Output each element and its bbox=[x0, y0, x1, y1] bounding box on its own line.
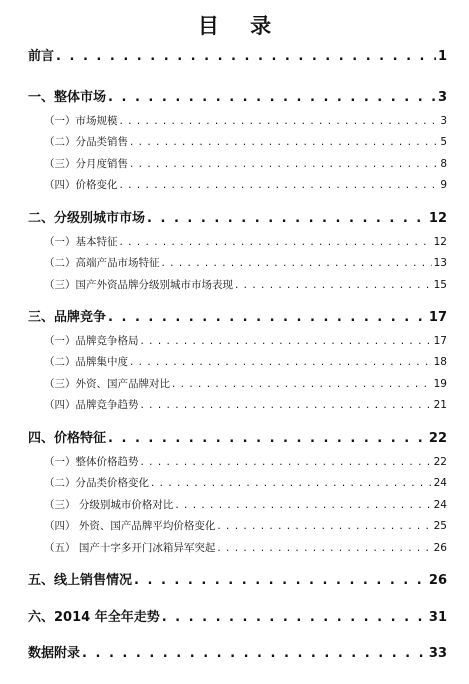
toc-entry-page-number: 24 bbox=[433, 477, 447, 489]
page-title: 目 录 bbox=[197, 14, 284, 38]
toc-leader-dots bbox=[162, 610, 427, 625]
toc-section-entry[interactable] bbox=[28, 255, 447, 270]
toc-entry-label: 三、品牌竞争 bbox=[28, 310, 107, 325]
toc-section-entry[interactable] bbox=[28, 497, 447, 512]
toc-entry-page-number: 21 bbox=[433, 399, 447, 411]
toc-entry-label: （三）国产外资品牌分级别城市市场表现 bbox=[44, 279, 233, 291]
toc-entry-label: 数据附录 bbox=[28, 646, 81, 661]
toc-entry-page-number: 5 bbox=[440, 136, 447, 148]
toc-entry-label: 一、整体市场 bbox=[28, 90, 107, 105]
toc-entry-page-number: 12 bbox=[433, 236, 447, 248]
toc-section-entry[interactable] bbox=[28, 156, 447, 171]
toc-leader-dots bbox=[130, 158, 438, 170]
toc-entry-label: （二）分品类价格变化 bbox=[44, 477, 149, 489]
toc-entry-page-number: 22 bbox=[433, 456, 447, 468]
toc-entry-page-number: 33 bbox=[428, 646, 447, 661]
toc-entry-label: 四、价格特征 bbox=[28, 431, 107, 446]
toc-entry-page-number: 26 bbox=[428, 573, 447, 588]
toc-section-entry[interactable] bbox=[28, 376, 447, 391]
toc-entry-label: （一）整体价格趋势 bbox=[44, 456, 139, 468]
toc-leader-dots bbox=[141, 399, 432, 411]
toc-leader-dots bbox=[175, 499, 431, 511]
toc-leader-dots bbox=[108, 431, 427, 446]
toc-entry-label: （三） 分级别城市价格对比 bbox=[44, 499, 174, 511]
toc-entry-page-number: 17 bbox=[433, 335, 447, 347]
toc-leader-dots bbox=[162, 257, 432, 269]
toc-leader-dots bbox=[147, 211, 427, 226]
toc-leader-dots bbox=[82, 646, 427, 661]
toc-section-entry[interactable] bbox=[28, 518, 447, 533]
toc-leader-dots bbox=[120, 115, 439, 127]
toc-section-entry[interactable] bbox=[28, 113, 447, 128]
toc-entry-page-number: 31 bbox=[428, 610, 447, 625]
toc-entry-page-number: 3 bbox=[440, 115, 447, 127]
toc-entry-page-number: 1 bbox=[437, 49, 447, 64]
toc-chapter-entry[interactable] bbox=[28, 306, 447, 325]
toc-entry-page-number: 25 bbox=[433, 520, 447, 532]
toc-section-entry[interactable] bbox=[28, 134, 447, 149]
toc-section-entry[interactable] bbox=[28, 234, 447, 249]
toc-entry-page-number: 18 bbox=[433, 356, 447, 368]
toc-section-entry[interactable] bbox=[28, 475, 447, 490]
toc-leader-dots bbox=[141, 456, 432, 468]
toc-chapter-entry[interactable] bbox=[28, 207, 447, 226]
toc-section-entry[interactable] bbox=[28, 397, 447, 412]
toc-entry-page-number: 15 bbox=[433, 279, 447, 291]
toc-leader-dots bbox=[235, 279, 432, 291]
toc-leader-dots bbox=[130, 136, 438, 148]
toc-entry-page-number: 22 bbox=[428, 431, 447, 446]
toc-entry-label: （一）品牌竞争格局 bbox=[44, 335, 139, 347]
toc-chapter-entry[interactable] bbox=[28, 569, 447, 588]
toc-section-entry[interactable] bbox=[28, 277, 447, 292]
toc-entry-label: （一）基本特征 bbox=[44, 236, 118, 248]
toc-leader-dots bbox=[120, 236, 432, 248]
toc-entry-page-number: 12 bbox=[428, 211, 447, 226]
toc-section-entry[interactable] bbox=[28, 454, 447, 469]
toc-chapter-entry[interactable] bbox=[28, 427, 447, 446]
toc-entry-page-number: 24 bbox=[433, 499, 447, 511]
toc-leader-dots bbox=[108, 90, 436, 105]
toc-entry-label: （三）外资、国产品牌对比 bbox=[44, 378, 170, 390]
toc-chapter-entry[interactable] bbox=[28, 86, 447, 105]
toc-entry-label: （二）高端产品市场特征 bbox=[44, 257, 160, 269]
toc-entry-label: （二）分品类销售 bbox=[44, 136, 128, 148]
toc-entry-label: （四）品牌竞争趋势 bbox=[44, 399, 139, 411]
toc-entry-label: （一）市场规模 bbox=[44, 115, 118, 127]
toc-leader-dots bbox=[172, 378, 432, 390]
toc-chapter-entry[interactable] bbox=[28, 606, 447, 625]
toc-leader-dots bbox=[134, 573, 427, 588]
toc-entry-label: （二）品牌集中度 bbox=[44, 356, 128, 368]
toc-entry-page-number: 17 bbox=[428, 310, 447, 325]
toc-chapter-entry[interactable] bbox=[28, 45, 447, 64]
toc-section-entry[interactable] bbox=[28, 333, 447, 348]
toc-leader-dots bbox=[108, 310, 427, 325]
toc-section-entry[interactable] bbox=[28, 177, 447, 192]
toc-entry-label: （四）价格变化 bbox=[44, 179, 118, 191]
toc-leader-dots bbox=[151, 477, 432, 489]
toc-entry-label: （五） 国产十字多开门冰箱异军突起 bbox=[44, 542, 216, 554]
toc-leader-dots bbox=[130, 356, 432, 368]
toc-entry-page-number: 8 bbox=[440, 158, 447, 170]
toc-entry-page-number: 26 bbox=[433, 542, 447, 554]
toc-entry-page-number: 3 bbox=[437, 90, 447, 105]
toc-entry-label: 五、线上销售情况 bbox=[28, 573, 133, 588]
toc-section-entry[interactable] bbox=[28, 540, 447, 555]
toc-entry-label: 六、2014 年全年走势 bbox=[28, 610, 160, 625]
toc-entry-label: 二、分级别城市市场 bbox=[28, 211, 146, 226]
toc-entry-page-number: 13 bbox=[433, 257, 447, 269]
toc-entry-label: 前言 bbox=[28, 49, 55, 64]
toc-leader-dots bbox=[56, 49, 436, 64]
toc-chapter-entry[interactable] bbox=[28, 642, 447, 661]
toc-leader-dots bbox=[141, 335, 432, 347]
toc-entry-label: （三）分月度销售 bbox=[44, 158, 128, 170]
toc-entry-page-number: 9 bbox=[440, 179, 447, 191]
toc-leader-dots bbox=[217, 520, 431, 532]
toc-entry-label: （四） 外资、国产品牌平均价格变化 bbox=[44, 520, 216, 532]
toc-leader-dots bbox=[120, 179, 439, 191]
toc-section-entry[interactable] bbox=[28, 354, 447, 369]
toc-leader-dots bbox=[217, 542, 431, 554]
toc-entry-page-number: 19 bbox=[433, 378, 447, 390]
